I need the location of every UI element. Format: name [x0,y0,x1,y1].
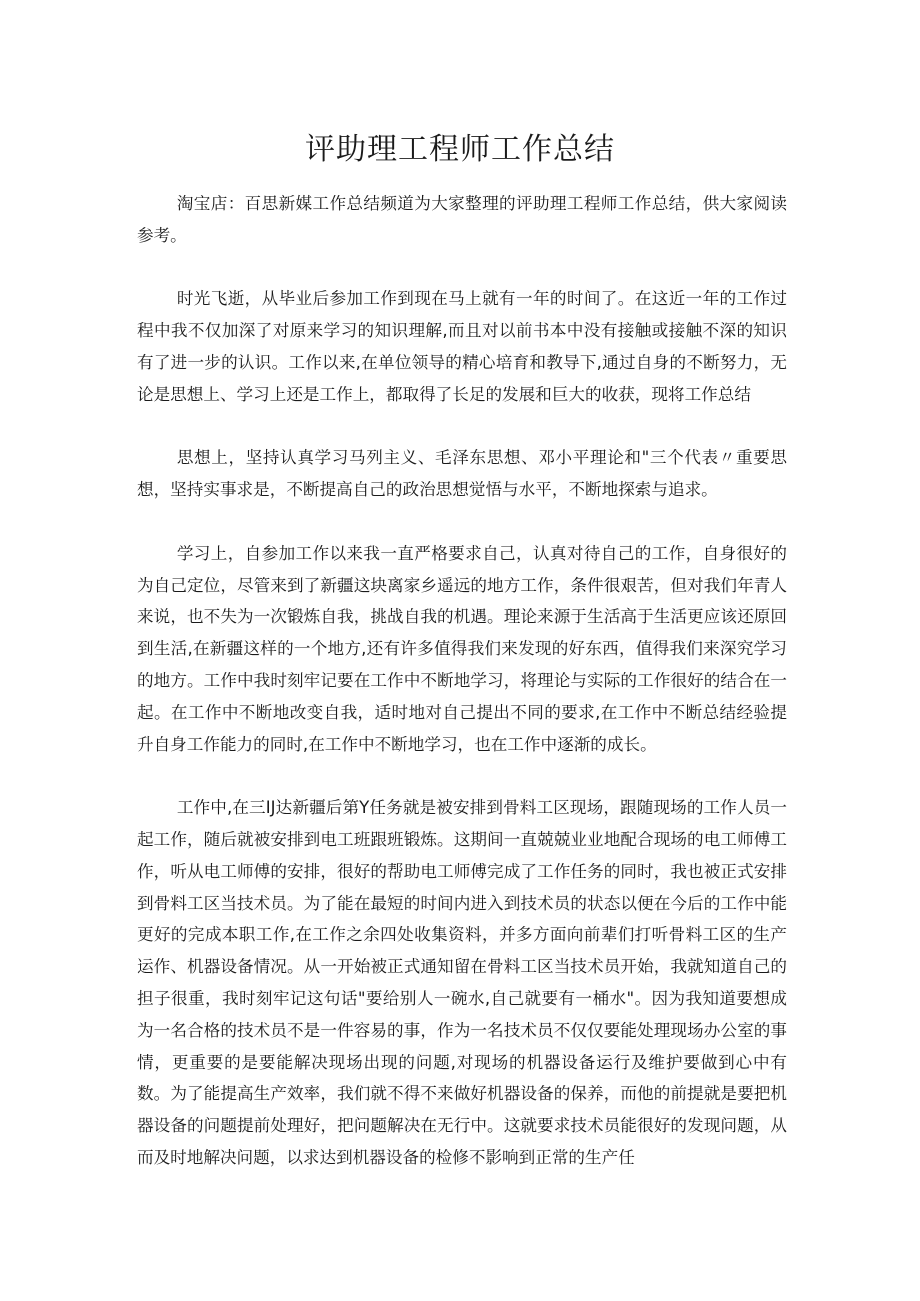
paragraph-work: 工作中,在三IJ达新疆后第Y任务就是被安排到骨料工区现场，跟随现场的工作人员一起工作，随后就被安排到电工班跟班锻炼。这期间一直兢兢业业地配合现场的电工师傅工作，听从电工师傅的安排，很好的帮助电工师傅完成了工作任务的同时，我也被正式安排到骨料工区当技术员。为了能在最短的时间内进入到技术员的状态以便在今后的工作中能更好的完成本职工作,在工作之余四处收集资料，并多方面向前辈们打听骨料工区的生产运作、机器设备情况。从一开始被正式通知留在骨料工区当技术员开始，我就知道自己的担子很重，我时刻牢记这句话"要给别人一碗水,自己就要有一桶水"。因为我知道要想成为一名合格的技术员不是一件容易的事，作为一名技术员不仅仅要能处理现场办公室的事情，更重要的是要能解决现场出现的问题,对现场的机器设备运行及维护要做到心中有数。为了能提高生产效率，我们就不得不来做好机器设备的保养，而他的前提就是要把机器设备的问题提前处理好，把问题解决在无行中。这就要求技术员能很好的发现问题，从而及时地解决问题，以求达到机器设备的检修不影响到正常的生产任 [137,798,787,1167]
paragraph-intro: 淘宝店：百思新媒工作总结频道为大家整理的评助理工程师工作总结，供大家阅读参考。 [137,194,787,245]
paragraph-gap [137,760,787,792]
document-body [137,188,787,1174]
document-title: 评助理工程师工作总结 [305,132,615,167]
paragraph-overview: 时光飞逝，从毕业后参加工作到现在马上就有一年的时间了。在这近一年的工作过程中我不仅加深了对原来学习的知识理解,而且对以前书本中没有接触或接触不深的知识有了进一步的认识。工作以来,在单位领导的精心培育和教导下,通过自身的不断努力，无论是思想上、学习上还是工作上，都取得了长足的发展和巨大的收获，现将工作总结 [137,289,787,404]
paragraph-gap [137,506,787,538]
paragraph-gap [137,411,787,443]
paragraph-study: 学习上，自参加工作以来我一直严格要求自己，认真对待自己的工作，自身很好的为自己定位，尽管来到了新疆这块离家乡遥远的地方工作，条件很艰苦，但对我们年青人来说，也不失为一次锻炼自我，挑战自我的机遇。理论来源于生活高于生活更应该还原回到生活,在新疆这样的一个地方,还有许多值得我们来发现的好东西，值得我们来深究学习的地方。工作中我时刻牢记要在工作中不断地学习，将理论与实际的工作很好的结合在一起。在工作中不断地改变自我，适时地对自己提出不同的要求,在工作中不断总结经验提升自身工作能力的同时,在工作中不断地学习，也在工作中逐渐的成长。 [137,543,787,754]
paragraph-thought: 思想上，坚持认真学习马列主义、毛泽东思想、邓小平理论和"三个代表〃重要思想，坚持实事求是，不断提高自己的政治思想觉悟与水平，不断地探索与追求。 [137,448,787,500]
paragraph-gap [137,252,787,284]
